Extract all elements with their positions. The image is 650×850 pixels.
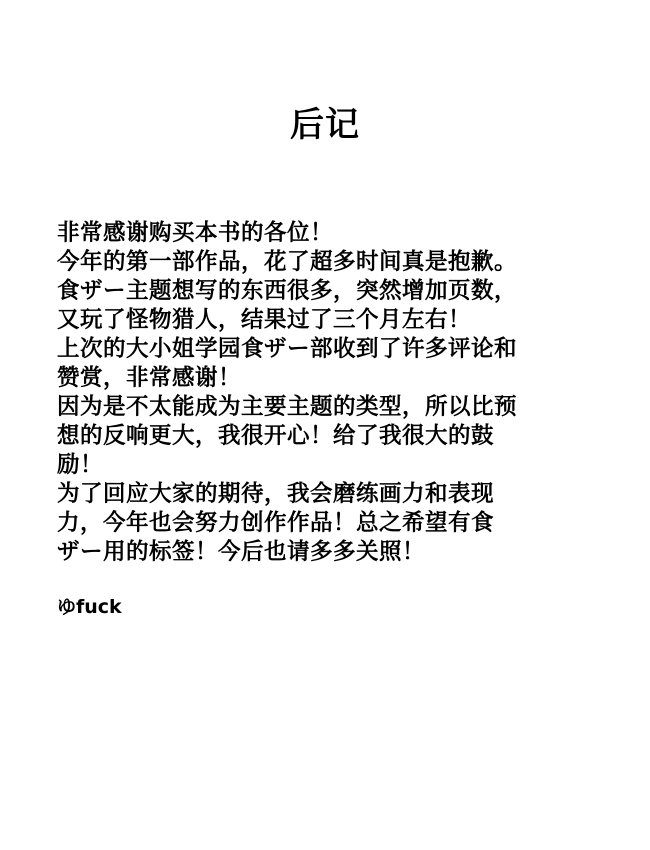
- body-line: 又玩了怪物猎人，结果过了三个月左右！: [57, 307, 472, 333]
- author-signature: ゆfuck: [57, 596, 122, 618]
- body-line: 赞赏，非常感谢！: [57, 365, 242, 391]
- page-title: 后记: [290, 105, 360, 145]
- body-line: 励！: [57, 452, 104, 478]
- body-line: 非常感谢购买本书的各位！: [57, 220, 334, 246]
- body-line: 力，今年也会努力创作作品！总之希望有食: [57, 510, 495, 536]
- body-line: 食ザー主题想写的东西很多，突然增加页数，: [57, 278, 518, 304]
- body-line: ザー用的标签！今后也请多多关照！: [57, 539, 426, 565]
- body-line: 想的反响更大，我很开心！给了我很大的鼓: [57, 423, 495, 449]
- body-line: 今年的第一部作品，花了超多时间真是抱歉。: [57, 249, 518, 275]
- body-line: 为了回应大家的期待，我会磨练画力和表现: [57, 481, 495, 507]
- afterword-body: [57, 219, 627, 567]
- body-line: 因为是不太能成为主要主题的类型，所以比预: [57, 394, 518, 420]
- body-line: 上次的大小姐学园食ザー部收到了许多评论和: [57, 336, 518, 362]
